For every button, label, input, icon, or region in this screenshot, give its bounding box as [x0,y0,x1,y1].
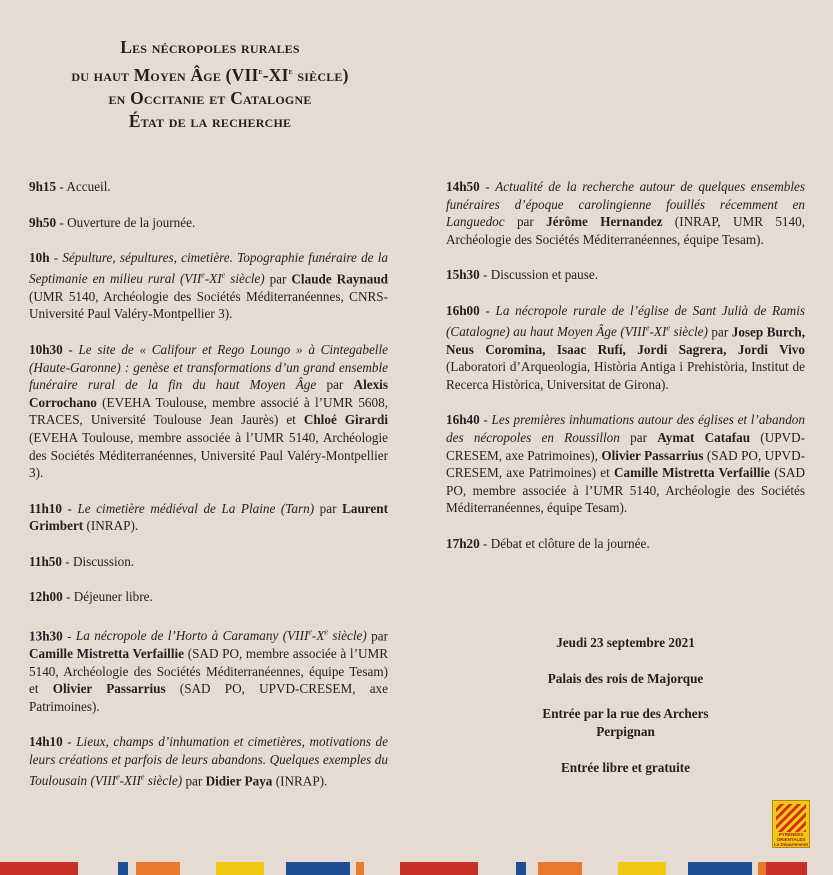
page-title [20,36,400,134]
program-right-column [446,178,805,570]
title-line-4: État de la recherche [128,111,292,132]
title-line-1: Les nécropoles rurales [120,37,300,57]
program-entry: 11h50 - Discussion. [29,553,135,569]
event-admission: Entrée libre et gratuite [560,760,691,775]
program-entry: 15h30 - Discussion et pause. [446,267,599,283]
catalan-flag-icon [776,804,806,832]
program-left-column [29,178,388,808]
program-entry: 10h30 - Le site de « Califour et Rego Loungo » à Cintegabelle (Haute-Garonne) : genèse et transformations d’un grand ensemble funéraire rural de la fin du haut Moyen Âge par Alexis Corrochano (EVEHA Toulouse, membre associé à l’UMR 5608, TRACES, Université Toulouse Jean Jaurès) et Chloé Girardi (EVEHA Toulouse, membre associée à l’UMR 5140, Archéologie des Sociétés Méditerranéennes, Université Paul Valéry-Montpellier 3). [29,341,388,481]
program-entry: 13h30 - La nécropole de l’Horto à Caramany (VIIIe-Xe siècle) par Camille Mistretta Verfaillie (SAD PO, membre associée à l’UMR 5140, Archéologie des Sociétés Méditerranéennes, équipe Tesam) et Olivier Passarrius (SAD PO, UPVD-CRESEM, axe Patrimoines). [29,628,389,714]
program-entry: 11h10 - Le cimetière médiéval de La Plaine (Tarn) par Laurent Grimbert (INRAP). [29,500,388,534]
program-entry: 16h00 - La nécropole rurale de l’église de Sant Julià de Ramis (Catalogne) au haut Moyen Âge (VIIIe-XIe siècle) par Josep Burch, Neus Coromina, Isaac Rufí, Jordi Sagrera, Jordi Vivo (Laboratori d’Arqueologia, Història Antiga i Prehistòria, Institut de Recerca Històrica, Universitat de Girona). [446,302,805,392]
program-entry: 9h50 - Ouverture de la journée. [29,214,196,230]
title-line-3: en Occitanie et Catalogne [108,87,312,108]
event-date: Jeudi 23 septembre 2021 [556,635,695,650]
program-entry: 12h00 - Déjeuner libre. [29,589,153,605]
title-line-2: du haut Moyen Âge (VIIe-XIe siècle) [71,64,349,85]
program-entry: 14h50 - Actualité de la recherche autour de quelques ensembles funéraires d’époque carolingienne fouillés récemment en Languedoc par Jérôme Hernandez (INRAP, UMR 5140, Archéologie des Sociétés Méditerranéennes, équipe Tesam). [446,179,805,247]
event-venue: Palais des rois de Majorque [547,671,704,686]
program-entry: 14h10 - Lieux, champs d’inhumation et cimetières, motivations de leurs créations et parfois de leurs abandons. Quelques exemples du Toulousain (VIIIe-XIIe siècle) par Didier Paya (INRAP). [29,734,388,789]
department-logo [772,800,810,848]
event-entrance: Entrée par la rue des Archers Perpignan [542,706,709,739]
logo-text: PYRÉNÉES ORIENTALES Le Département [773,832,808,847]
program-entry: 16h40 - Les premières inhumations autour des églises et l’abandon des nécropoles en Roussillon par Aymat Catafau (UPVD-CRESEM, axe Patrimoines), Olivier Passarrius (SAD PO, UPVD-CRESEM, axe Patrimoines) et Camille Mistretta Verfaillie (SAD PO, membre associée à l’UMR 5140, Archéologie des Sociétés Méditerranéennes, équipe Tesam). [446,412,805,516]
decorative-color-stripe [0,862,833,875]
program-entry: 9h15 - Accueil. [29,179,111,194]
program-entry: 17h20 - Débat et clôture de la journée. [446,535,650,551]
program-entry: 10h - Sépulture, sépultures, cimetière. Topographie funéraire de la Septimanie en milieu rural (VIIe-XIe siècle) par Claude Raynaud (UMR 5140, Archéologie des Sociétés Méditerranéennes, CNRS-Université Paul Valéry-Montpellier 3). [29,250,388,322]
